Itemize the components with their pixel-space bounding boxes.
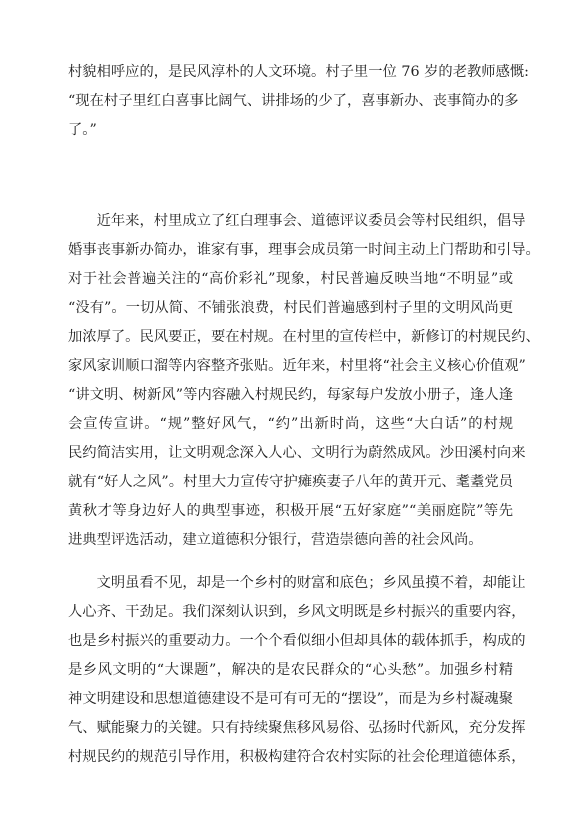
paragraph-village-customs: [68, 58, 530, 145]
text-line: 进典型评选活动，建立道德积分银行，营造崇德向善的社会风尚。: [68, 532, 483, 548]
text-line: 也是乡村振兴的重要动力。一个个看似细小但却具体的载体抓手，构成的: [68, 633, 526, 649]
paragraph-council-and-rules: [68, 207, 540, 555]
text-line: 黄秋才等身边好人的典型事迹，积极开展“五好家庭”“美丽庭院”等先: [68, 503, 513, 519]
text-line: 民约简洁实用，让文明观念深入人心、文明行为蔚然成风。沙田溪村向来: [68, 445, 526, 461]
text-line: 人心齐、干劲足。我们深刻认识到，乡风文明既是乡村振兴的重要内容，: [68, 604, 526, 620]
text-line: 对于社会普遍关注的“高价彩礼”现象，村民普遍反映当地“不明显”或: [68, 271, 513, 287]
text-line: 近年来，村里成立了红白理事会、道德评议委员会等村民组织，倡导: [68, 213, 526, 229]
text-line: 就有“好人之风”。村里大力宣传守护瘫痪妻子八年的黄开元、耄耋党员: [68, 474, 513, 490]
text-line: 村貌相呼应的，是民风淳朴的人文环境。村子里一位 76 岁的老教师感慨:: [68, 64, 530, 80]
text-line: 气、赋能聚力的关键。只有持续聚焦移风易俗、弘扬时代新风，充分发挥: [68, 720, 526, 736]
paragraph-rural-civilization: [68, 569, 526, 772]
text-line: 加浓厚了。民风要正，要在村规。在村里的宣传栏中，新修订的村规民约、: [68, 329, 540, 345]
text-line: 是乡风文明的“大课题”，解决的是农民群众的“心头愁”。加强乡村精: [68, 662, 513, 678]
text-line: “讲文明、树新风”等内容融入村规民约，每家每户发放小册子，逢人逢: [68, 387, 513, 403]
text-line: 家风家训顺口溜等内容整齐张贴。近年来，村里将“社会主义核心价值观”: [68, 358, 526, 374]
text-line: “现在村子里红白喜事比阔气、讲排场的少了，喜事新办、丧事简办的多: [68, 93, 519, 109]
text-line: 了。”: [68, 122, 97, 138]
text-line: 神文明建设和思想道德建设不是可有可无的“摆设”，而是为乡村凝魂聚: [68, 691, 513, 707]
text-line: 村规民约的规范引导作用，积极构建符合农村实际的社会伦理道德体系，: [68, 749, 526, 765]
text-line: 文明虽看不见，却是一个乡村的财富和底色；乡风虽摸不着，却能让: [68, 575, 526, 591]
text-line: “没有”。一切从简、不铺张浪费，村民们普遍感到村子里的文明风尚更: [68, 300, 513, 316]
text-line: 婚事丧事新办简办，谁家有事，理事会成员第一时间主动上门帮助和引导。: [68, 242, 540, 258]
text-line: 会宣传宣讲。“规”整好风气，“约”出新时尚，这些“大白话”的村规: [68, 416, 513, 432]
